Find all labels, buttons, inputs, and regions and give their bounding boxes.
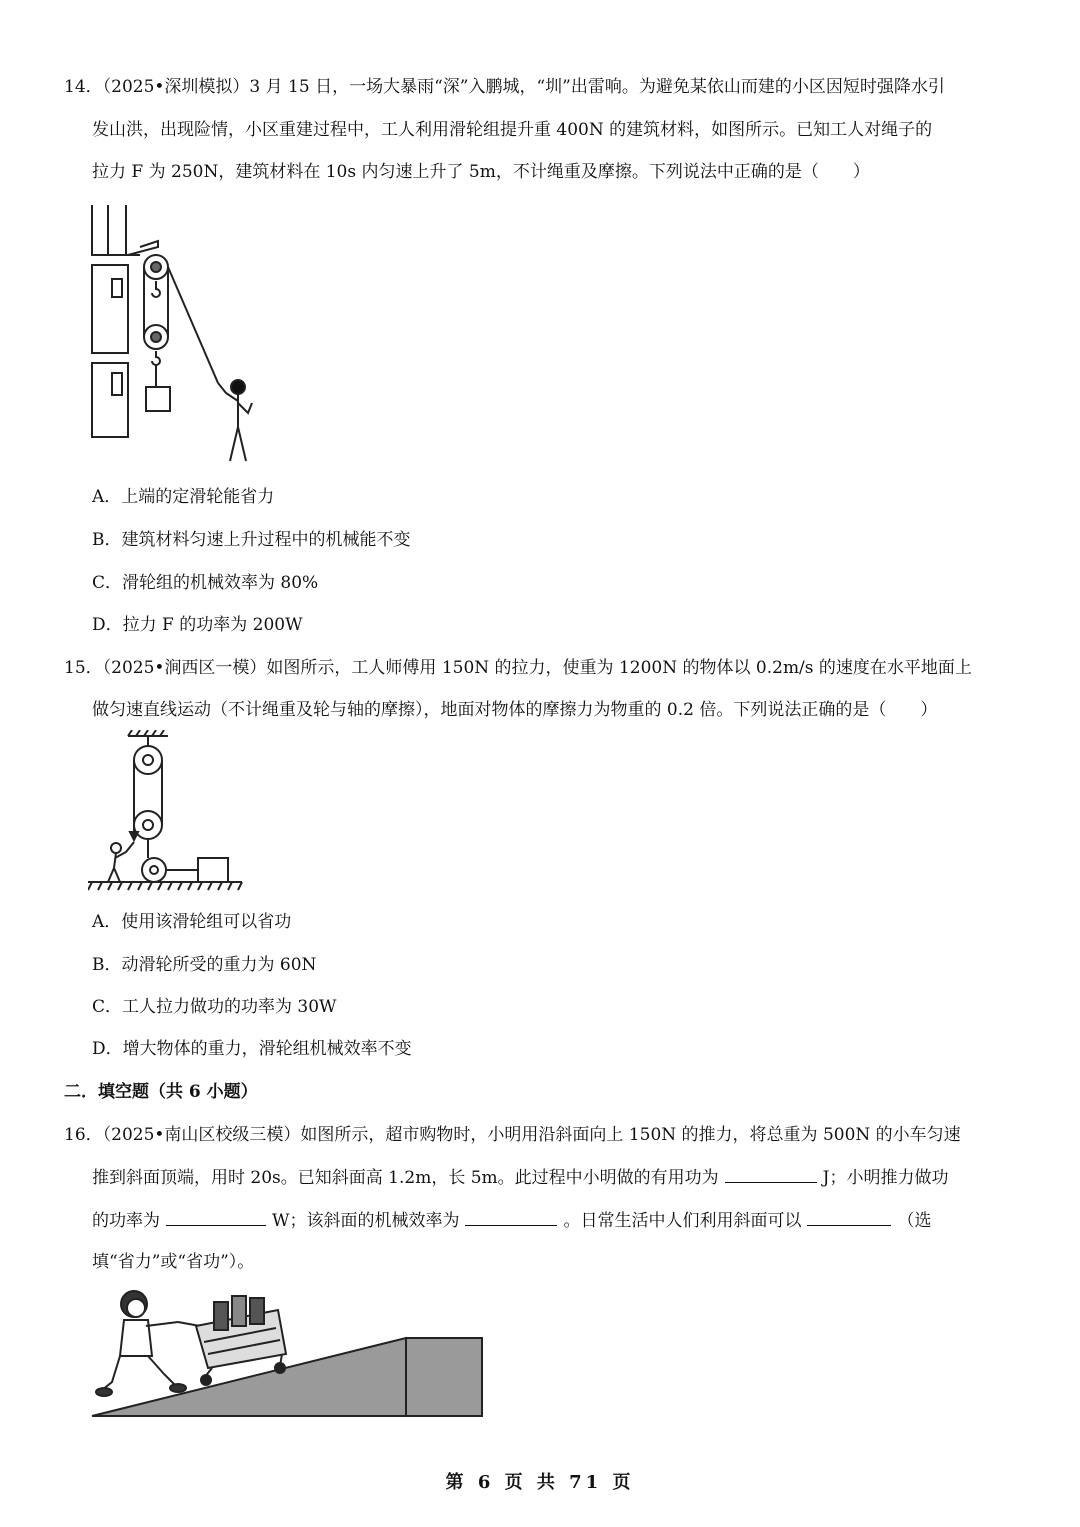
blank-incline-use[interactable] (807, 1209, 891, 1226)
q15-option-c: C．工人拉力做功的功率为 30W (92, 997, 337, 1017)
q16-line-1: 16．（2025•南山区校级三模）如图所示，超市购物时，小明用沿斜面向上 150N 的推力，将总重为 500N 的小车匀速 (64, 1125, 961, 1145)
q16-line-3-text-b: W；该斜面的机械效率为 (272, 1211, 460, 1231)
q14-line-2: 发山洪，出现险情，小区重建过程中，工人利用滑轮组提升重 400N 的建筑材料，如图所示。已知工人对绳子的 (92, 120, 933, 140)
blank-efficiency[interactable] (465, 1209, 557, 1226)
q15-option-b: B．动滑轮所受的重力为 60N (92, 955, 317, 975)
q14-option-d: D．拉力 F 的功率为 200W (92, 615, 303, 635)
pulley-horizontal-figure (88, 730, 246, 896)
q15-line-2: 做匀速直线运动（不计绳重及轮与轴的摩擦），地面对物体的摩擦力为物重的 0.2 倍。下列说法正确的是（ ） (92, 700, 938, 720)
q16-line-3-text-c: 。日常生活中人们利用斜面可以 (563, 1211, 802, 1231)
q16-line-3-text-d: （选 (897, 1211, 932, 1231)
q16-line-3-text-a: 的功率为 (92, 1211, 160, 1231)
q14-option-c: C．滑轮组的机械效率为 80% (92, 573, 319, 593)
incline-cart-figure (90, 1282, 485, 1420)
q15-option-a: A．使用该滑轮组可以省功 (92, 912, 292, 932)
q14-option-a: A．上端的定滑轮能省力 (92, 487, 275, 507)
blank-useful-work[interactable] (725, 1166, 817, 1183)
q16-line-2 (92, 1166, 949, 1189)
q14-line-1: 14．（2025•深圳模拟）3 月 15 日，一场大暴雨“深”入鹏城，“圳”出雷响。为避免某依山而建的小区因短时强降水引 (64, 77, 945, 97)
q16-line-3 (92, 1209, 931, 1232)
q14-line-3: 拉力 F 为 250N，建筑材料在 10s 内匀速上升了 5m，不计绳重及摩擦。下列说法中正确的是（ ） (92, 162, 870, 182)
blank-power[interactable] (166, 1209, 266, 1226)
q16-line-2-text-b: J；小明推力做功 (822, 1168, 949, 1188)
q15-line-1: 15．（2025•涧西区一模）如图所示，工人师傅用 150N 的拉力，使重为 1200N 的物体以 0.2m/s 的速度在水平地面上 (64, 658, 972, 678)
page-footer: 第 6 页 共 71 页 (445, 1472, 635, 1493)
q15-option-d: D．增大物体的重力，滑轮组机械效率不变 (92, 1039, 412, 1059)
pulley-building-figure (88, 205, 268, 467)
q14-option-b: B．建筑材料匀速上升过程中的机械能不变 (92, 530, 411, 550)
q16-line-4: 填“省力”或“省功”）。 (92, 1252, 255, 1272)
q16-line-2-text-a: 推到斜面顶端，用时 20s。已知斜面高 1.2m，长 5m。此过程中小明做的有用功为 (92, 1168, 719, 1188)
section-heading: 二．填空题（共 6 小题） (64, 1082, 258, 1102)
